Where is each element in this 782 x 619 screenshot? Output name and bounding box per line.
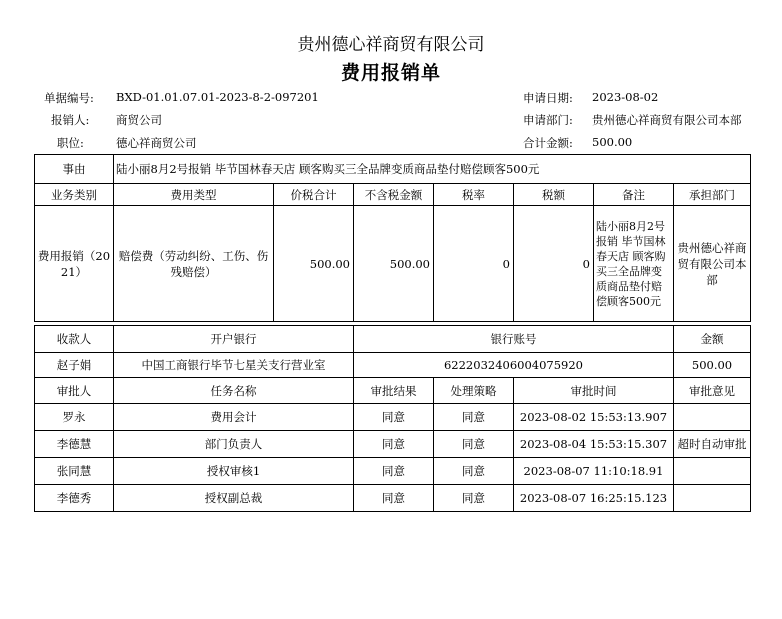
total-label: 合计金额: bbox=[523, 136, 573, 150]
header-category: 业务类别 bbox=[35, 184, 114, 206]
approval-result: 同意 bbox=[354, 485, 434, 512]
approval-result: 同意 bbox=[354, 458, 434, 485]
task-name: 授权审核1 bbox=[114, 458, 354, 485]
approval-strategy: 同意 bbox=[434, 404, 514, 431]
approver: 李德秀 bbox=[35, 485, 114, 512]
payee-name: 赵子娟 bbox=[35, 353, 114, 378]
task-name: 费用会计 bbox=[114, 404, 354, 431]
approval-header-approver: 审批人 bbox=[35, 378, 114, 404]
approval-header-row bbox=[35, 378, 751, 404]
approval-opinion bbox=[674, 404, 751, 431]
approval-time: 2023-08-07 11:10:18.91 bbox=[514, 458, 674, 485]
payee-header-name: 收款人 bbox=[35, 326, 114, 353]
approval-result: 同意 bbox=[354, 404, 434, 431]
payee-row bbox=[35, 353, 751, 378]
dept-label: 申请部门: bbox=[523, 113, 573, 127]
dept-value: 贵州德心祥商贸有限公司本部 bbox=[592, 113, 742, 127]
company-name: 贵州德心祥商贸有限公司 bbox=[297, 35, 485, 55]
doc-no-value: BXD-01.01.07.01-2023-8-2-097201 bbox=[116, 90, 319, 104]
pretax-cell: 500.00 bbox=[354, 206, 434, 322]
approval-row bbox=[35, 458, 751, 485]
payee-account: 6222032406004075920 bbox=[354, 353, 674, 378]
total-value: 500.00 bbox=[592, 135, 633, 149]
header-rate: 税率 bbox=[434, 184, 514, 206]
approval-result: 同意 bbox=[354, 431, 434, 458]
date-value: 2023-08-02 bbox=[592, 90, 659, 104]
doc-no-label: 单据编号: bbox=[44, 91, 94, 105]
payee-header-row bbox=[35, 326, 751, 353]
expense-table bbox=[34, 154, 751, 322]
position-label: 职位: bbox=[57, 136, 84, 150]
reason-value: 陆小丽8月2号报销 毕节国林春天店 顾客购买三全品牌变质商品垫付赔偿顾客500元 bbox=[114, 155, 751, 184]
payee-header-bank: 开户银行 bbox=[114, 326, 354, 353]
approval-header-result: 审批结果 bbox=[354, 378, 434, 404]
approval-row bbox=[35, 431, 751, 458]
approval-strategy: 同意 bbox=[434, 485, 514, 512]
form-title: 费用报销单 bbox=[340, 62, 441, 84]
approval-time: 2023-08-04 15:53:15.307 bbox=[514, 431, 674, 458]
payee-header-account: 银行账号 bbox=[354, 326, 674, 353]
approval-header-task: 任务名称 bbox=[114, 378, 354, 404]
header-total: 价税合计 bbox=[274, 184, 354, 206]
approval-opinion: 超时自动审批 bbox=[674, 431, 751, 458]
position-value: 德心祥商贸公司 bbox=[116, 136, 197, 150]
task-name: 授权副总裁 bbox=[114, 485, 354, 512]
approval-opinion bbox=[674, 458, 751, 485]
header-note: 备注 bbox=[594, 184, 674, 206]
payee-header-amount: 金额 bbox=[674, 326, 751, 353]
approver: 张同慧 bbox=[35, 458, 114, 485]
approval-row bbox=[35, 485, 751, 512]
approver: 李德慧 bbox=[35, 431, 114, 458]
approval-header-time: 审批时间 bbox=[514, 378, 674, 404]
approval-strategy: 同意 bbox=[434, 458, 514, 485]
approval-row bbox=[35, 404, 751, 431]
approval-opinion bbox=[674, 485, 751, 512]
header-type: 费用类型 bbox=[114, 184, 274, 206]
approval-header-strategy: 处理策略 bbox=[434, 378, 514, 404]
note-cell: 陆小丽8月2号报销 毕节国林春天店 顾客购买三全品牌变质商品垫付赔偿顾客500元 bbox=[594, 206, 674, 322]
category-cell: 费用报销（2021） bbox=[35, 206, 114, 322]
rate-cell: 0 bbox=[434, 206, 514, 322]
approval-header-opinion: 审批意见 bbox=[674, 378, 751, 404]
expense-header-row bbox=[35, 184, 751, 206]
approval-time: 2023-08-02 15:53:13.907 bbox=[514, 404, 674, 431]
reason-row bbox=[35, 155, 751, 184]
tax-cell: 0 bbox=[514, 206, 594, 322]
header-tax: 税额 bbox=[514, 184, 594, 206]
payee-bank: 中国工商银行毕节七星关支行营业室 bbox=[114, 353, 354, 378]
type-cell: 赔偿费（劳动纠纷、工伤、伤残赔偿） bbox=[114, 206, 274, 322]
approver: 罗永 bbox=[35, 404, 114, 431]
payee-approval-table bbox=[34, 325, 751, 512]
applicant-value: 商贸公司 bbox=[116, 113, 162, 127]
dept-cell: 贵州德心祥商贸有限公司本部 bbox=[674, 206, 751, 322]
approval-strategy: 同意 bbox=[434, 431, 514, 458]
header-pretax: 不含税金额 bbox=[354, 184, 434, 206]
task-name: 部门负责人 bbox=[114, 431, 354, 458]
date-label: 申请日期: bbox=[523, 91, 573, 105]
applicant-label: 报销人: bbox=[51, 113, 90, 127]
reason-label: 事由 bbox=[35, 155, 114, 184]
approval-time: 2023-08-07 16:25:15.123 bbox=[514, 485, 674, 512]
expense-row bbox=[35, 206, 751, 322]
total-cell: 500.00 bbox=[274, 206, 354, 322]
header-dept: 承担部门 bbox=[674, 184, 751, 206]
payee-amount: 500.00 bbox=[674, 353, 751, 378]
